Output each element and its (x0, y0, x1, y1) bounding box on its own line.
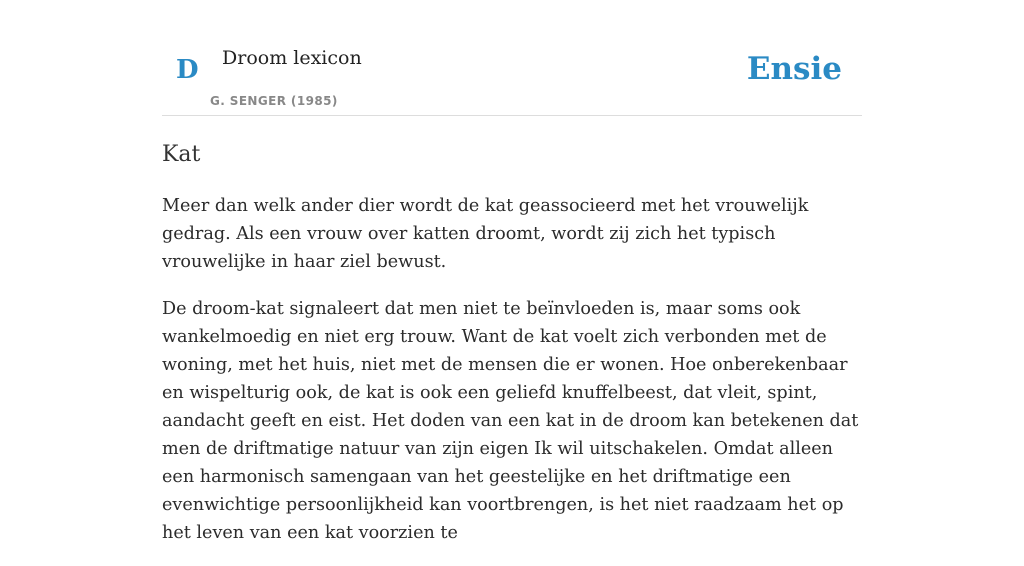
entry-title: Kat (162, 142, 201, 167)
entry-paragraph: Meer dan welk ander dier wordt de kat geassocieerd met het vrouwelijk gedrag. Als een vrouw over katten droomt, wordt zij zich het typisch vrouwelijke in haar ziel bewust. (162, 196, 809, 272)
entry-content (162, 192, 862, 566)
source-initial-badge[interactable]: D (176, 55, 199, 85)
entry-paragraph: De droom-kat signaleert dat men niet te beïnvloeden is, maar soms ook wankelmoedig en niet erg trouw. Want de kat voelt zich verbonden met de woning, met het huis, niet met de mensen die er wonen. Hoe onberekenbaar en wispelturig ook, de kat is ook een geliefd knuffelbeest, dat vleit, spint, aandacht geeft en eist. Het doden van een kat in de droom kan betekenen dat men de driftmatige natuur van zijn eigen Ik wil uitschakelen. Omdat alleen een harmonisch samengaan van het geestelijke en het driftmatige een evenwichtige persoonlijkheid kan voortbrengen, is het niet raadzaam het op het leven van een kat voorzien te (162, 299, 859, 543)
article-page (162, 0, 862, 543)
brand-logo[interactable]: Ensie (746, 51, 842, 87)
source-header (162, 0, 862, 116)
source-title-link[interactable]: Droom lexicon (222, 47, 362, 69)
source-author: G. SENGER (1985) (210, 94, 338, 108)
